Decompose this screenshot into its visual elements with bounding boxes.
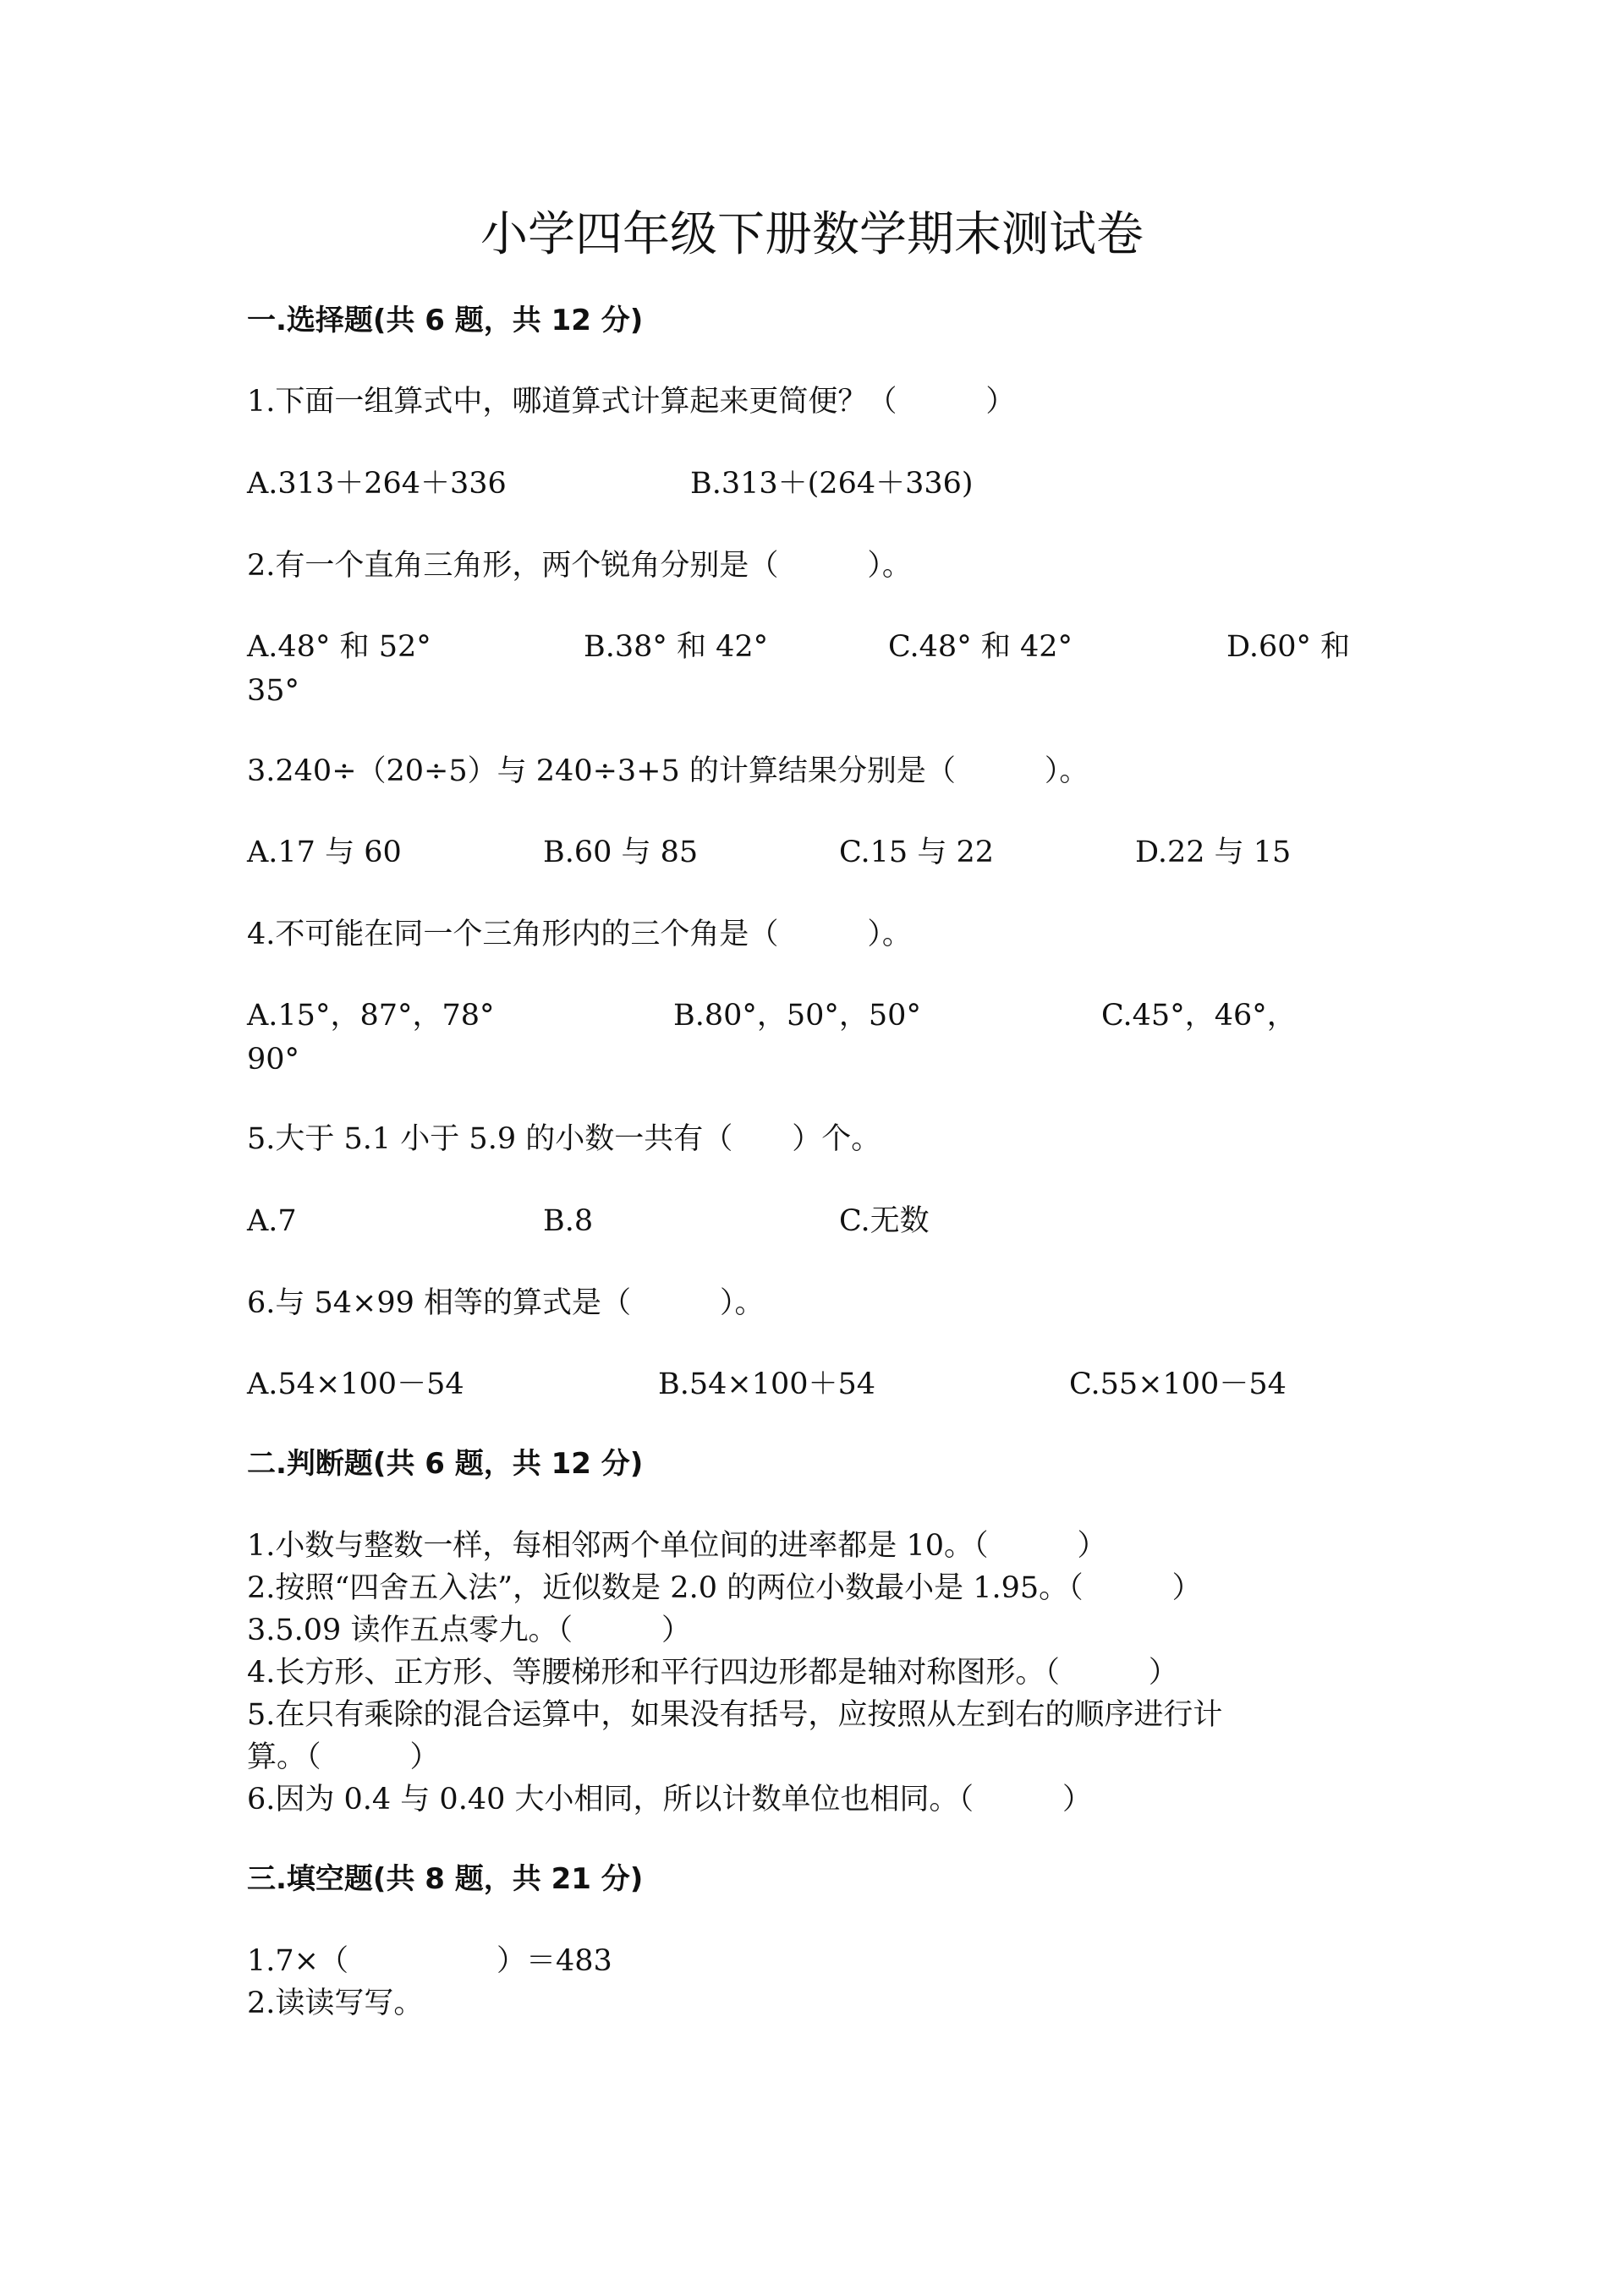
q6-option-a: A.54×100－54 [247,1367,464,1401]
q2-option-b: B.38° 和 42° [584,630,769,664]
fill-blank-line-1: 1.7×（ ）＝483 [247,1944,612,1978]
q3-option-c: C.15 与 22 [839,836,994,869]
q2-option-a: A.48° 和 52° [247,630,431,664]
question-4-text: 4.不可能在同一个三角形内的三个角是（ ）。 [247,918,912,951]
section-heading-judgement: 二.判断题(共 6 题，共 12 分) [247,1447,644,1481]
section-heading-choice: 一.选择题(共 6 题，共 12 分) [247,304,644,337]
q2-option-c: C.48° 和 42° [888,630,1073,664]
question-6-text: 6.与 54×99 相等的算式是（ ）。 [247,1286,765,1320]
question-3-text: 3.240÷（20÷5）与 240÷3+5 的计算结果分别是（ ）。 [247,754,1089,788]
question-2-text: 2.有一个直角三角形，两个锐角分别是（ ）。 [247,549,912,583]
page-title: 小学四年级下册数学期末测试卷 [480,207,1144,262]
question-1-text: 1.下面一组算式中，哪道算式计算起来更简便？（ ） [247,385,1016,419]
q6-option-b: B.54×100＋54 [658,1367,876,1401]
q4-option-c: C.45°，46°， [1101,999,1297,1033]
judgement-line-5-wrap: 算。（ ） [247,1740,440,1774]
fill-blank-line-2: 2.读读写写。 [247,1986,424,2020]
q4-option-c-wrap: 90° [247,1043,300,1077]
q3-option-a: A.17 与 60 [247,836,402,869]
q4-option-b: B.80°，50°，50° [673,999,921,1033]
judgement-line-4: 4.长方形、正方形、等腰梯形和平行四边形都是轴对称图形。（ ） [247,1656,1178,1690]
q1-option-a: A.313＋264＋336 [247,467,507,501]
judgement-line-6: 6.因为 0.4 与 0.40 大小相同，所以计数单位也相同。（ ） [247,1783,1092,1817]
q3-option-b: B.60 与 85 [543,836,699,869]
section-heading-fill-blank: 三.填空题(共 8 题，共 21 分) [247,1862,644,1896]
question-5-text: 5.大于 5.1 小于 5.9 的小数一共有（ ）个。 [247,1122,881,1156]
q5-option-b: B.8 [543,1204,594,1238]
judgement-line-2: 2.按照“四舍五入法”，近似数是 2.0 的两位小数最小是 1.95。（ ） [247,1571,1202,1605]
q1-option-b: B.313＋(264＋336) [690,467,974,501]
judgement-line-5: 5.在只有乘除的混合运算中，如果没有括号，应按照从左到右的顺序进行计 [247,1698,1223,1732]
q4-option-a: A.15°，87°，78° [247,999,495,1033]
q6-option-c: C.55×100－54 [1069,1367,1287,1401]
q5-option-a: A.7 [247,1204,297,1238]
q2-option-d-wrap: 35° [247,674,300,708]
q2-option-d: D.60° 和 [1226,630,1351,664]
judgement-line-3: 3.5.09 读作五点零九。（ ） [247,1614,691,1647]
judgement-line-1: 1.小数与整数一样，每相邻两个单位间的进率都是 10。（ ） [247,1529,1107,1563]
q3-option-d: D.22 与 15 [1135,836,1292,869]
q5-option-c: C.无数 [839,1204,930,1238]
